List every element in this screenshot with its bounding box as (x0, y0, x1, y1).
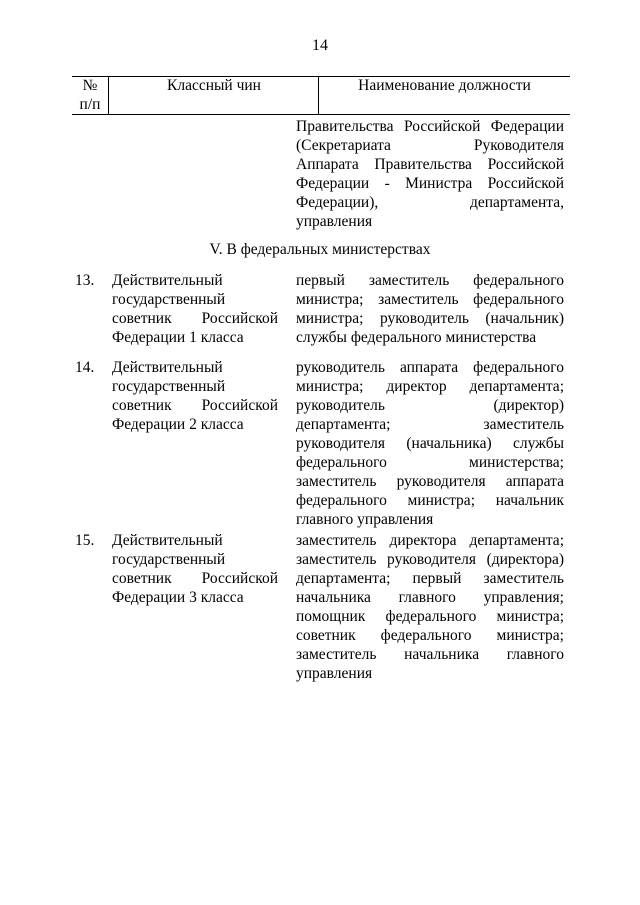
continued-position-text (296, 117, 564, 231)
text-line: главного управления (296, 511, 434, 528)
text-line: Федерации - Министра Российской (296, 175, 564, 192)
row-number: 13. (75, 272, 95, 289)
text-line: Федерации), департамента, (296, 194, 564, 211)
position-cell (296, 271, 564, 347)
row-number: 15. (75, 532, 95, 549)
text-line: заместитель директора департамента; (296, 532, 564, 549)
text-line: министра; руководитель (начальник) (296, 310, 564, 327)
text-line: советник Российской (112, 397, 278, 414)
text-line: Действительный (112, 359, 223, 376)
text-line: Аппарата Правительства Российской (296, 156, 564, 173)
text-line: советник федерального министра; (296, 627, 564, 644)
rank-cell (112, 531, 278, 607)
text-line: федерального министра; начальник (296, 492, 564, 509)
text-line: государственный (112, 551, 226, 568)
text-line: управления (296, 665, 373, 682)
header-rank-column (108, 77, 319, 114)
text-line: департамента; первый заместитель (296, 570, 564, 587)
rank-cell (112, 271, 278, 347)
text-line: Федерации 2 класса (112, 416, 244, 433)
text-line: министра; заместитель федерального (296, 291, 564, 308)
header-number-column (72, 77, 108, 114)
text-line: департамента; заместитель (296, 416, 564, 433)
text-line: советник Российской (112, 310, 278, 327)
row-number: 14. (75, 359, 95, 376)
rank-cell (112, 358, 278, 434)
header-number-line: № (82, 77, 98, 94)
text-line: Действительный (112, 532, 223, 549)
text-line: начальника главного управления; (296, 589, 564, 606)
text-line: управления (296, 213, 373, 230)
text-line: службы федерального министерства (296, 329, 537, 346)
text-line: руководителя (начальника) службы (296, 435, 564, 452)
text-line: (Секретариата Руководителя (296, 137, 564, 154)
text-line: руководитель аппарата федерального (296, 359, 564, 376)
text-line: помощник федерального министра; (296, 608, 564, 625)
page-number: 14 (312, 37, 328, 54)
text-line: Федерации 3 класса (112, 589, 244, 606)
header-rank-label: Классный чин (167, 77, 261, 94)
text-line: Федерации 1 класса (112, 329, 244, 346)
header-position-label: Наименование должности (358, 77, 531, 94)
position-cell (296, 531, 564, 683)
header-number-line: п/п (79, 95, 101, 113)
section-title: V. В федеральных министерствах (209, 241, 431, 258)
text-line: Правительства Российской Федерации (296, 118, 564, 135)
table-header (72, 76, 570, 115)
text-line: заместитель руководителя аппарата (296, 473, 564, 490)
text-line: министра; директор департамента; (296, 378, 564, 395)
text-line: заместитель начальника главного (296, 646, 564, 663)
text-line: руководитель (директор) (296, 397, 564, 414)
text-line: государственный (112, 378, 226, 395)
text-line: государственный (112, 291, 226, 308)
text-line: первый заместитель федерального (296, 272, 564, 289)
text-line: федерального министерства; (296, 454, 564, 471)
position-cell (296, 358, 564, 529)
header-position-column (318, 77, 570, 114)
text-line: заместитель руководителя (директора) (296, 551, 564, 568)
text-line: Действительный (112, 272, 223, 289)
text-line: советник Российской (112, 570, 278, 587)
